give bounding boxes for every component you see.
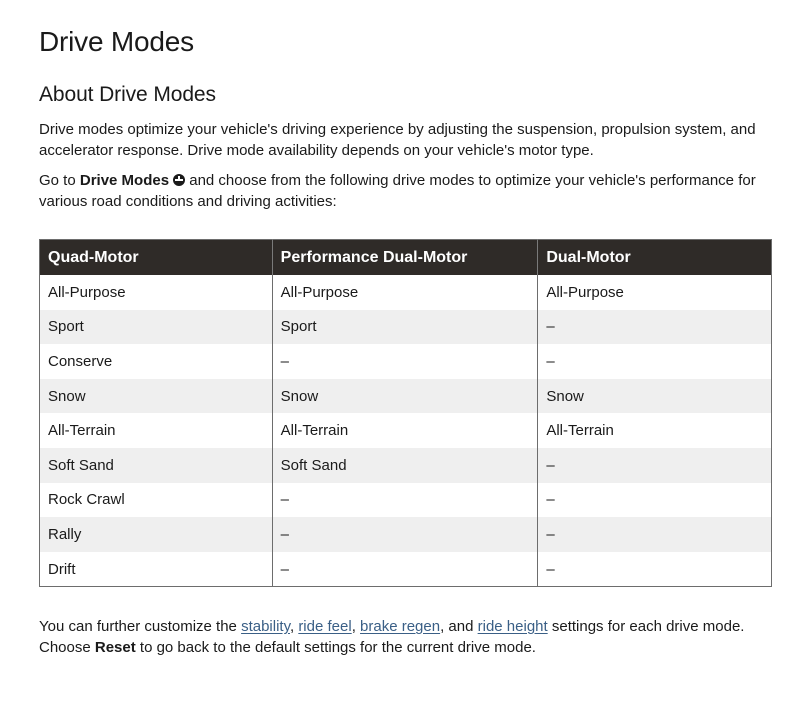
instructions-before: Go to — [39, 172, 80, 189]
page-title: Drive Modes — [39, 26, 194, 57]
table-cell: All-Purpose — [538, 275, 772, 310]
table-cell: – — [272, 483, 538, 518]
reset-label: Reset — [94, 639, 136, 656]
table-cell: Soft Sand — [40, 448, 273, 483]
table-cell: All-Terrain — [272, 413, 538, 448]
customize-paragraph — [39, 616, 774, 658]
footer-sep-2: , — [351, 618, 361, 635]
header-dual-motor: Dual-Motor — [538, 240, 772, 276]
table-row — [40, 448, 772, 483]
drive-modes-menu-name: Drive Modes — [79, 172, 170, 189]
table-row — [40, 275, 772, 310]
table-cell: All-Terrain — [538, 413, 772, 448]
table-cell: All-Terrain — [40, 413, 273, 448]
table-cell: All-Purpose — [272, 275, 538, 310]
table-cell: – — [272, 517, 538, 552]
table-row — [40, 413, 772, 448]
table-row — [40, 483, 772, 518]
table-cell: Sport — [272, 310, 538, 345]
footer-sep-1: , — [289, 618, 299, 635]
table-cell: All-Purpose — [40, 275, 273, 310]
table-cell: Drift — [40, 552, 273, 587]
ride-feel-link[interactable]: ride feel — [298, 618, 352, 635]
instructions-after: and choose from the following drive modes to optimize your vehicle's performance for various road conditions and driving activities: — [39, 172, 756, 210]
brake-regen-link[interactable]: brake regen — [360, 618, 441, 635]
table-cell: Sport — [40, 310, 273, 345]
gear-icon — [173, 174, 185, 186]
table-cell: Snow — [538, 379, 772, 414]
table-cell: Rally — [40, 517, 273, 552]
table-cell: – — [272, 344, 538, 379]
table-cell: – — [538, 344, 772, 379]
footer-sep-3: , and — [440, 618, 478, 635]
table-row — [40, 344, 772, 379]
stability-link[interactable]: stability — [241, 618, 290, 635]
table-cell: Rock Crawl — [40, 483, 273, 518]
instructions-paragraph — [39, 170, 774, 212]
footer-text-2: settings for each drive mode. Choose — [39, 618, 745, 656]
intro-paragraph: Drive modes optimize your vehicle's driving experience by adjusting the suspension, propulsion system, and accelerator response. Drive mode availability depends on your vehicle's motor type. — [39, 121, 756, 159]
table-row — [40, 552, 772, 587]
section-heading: About Drive Modes — [39, 83, 216, 106]
table-cell: – — [538, 517, 772, 552]
header-quad-motor: Quad-Motor — [40, 240, 273, 276]
table-cell: – — [538, 552, 772, 587]
table-cell: Snow — [272, 379, 538, 414]
table-cell: – — [538, 448, 772, 483]
header-performance-dual-motor: Performance Dual-Motor — [272, 240, 538, 276]
ride-height-link[interactable]: ride height — [477, 618, 548, 635]
table-cell: – — [272, 552, 538, 587]
footer-text-1: You can further customize the — [39, 618, 242, 635]
table-header-row — [40, 240, 772, 276]
table-cell: Soft Sand — [272, 448, 538, 483]
table-row — [40, 379, 772, 414]
table-cell: Conserve — [40, 344, 273, 379]
table-row — [40, 517, 772, 552]
footer-text-3: to go back to the default settings for the current drive mode. — [135, 639, 536, 656]
table-row — [40, 310, 772, 345]
table-cell: Snow — [40, 379, 273, 414]
drive-modes-table — [39, 239, 772, 587]
table-cell: – — [538, 310, 772, 345]
table-cell: – — [538, 483, 772, 518]
